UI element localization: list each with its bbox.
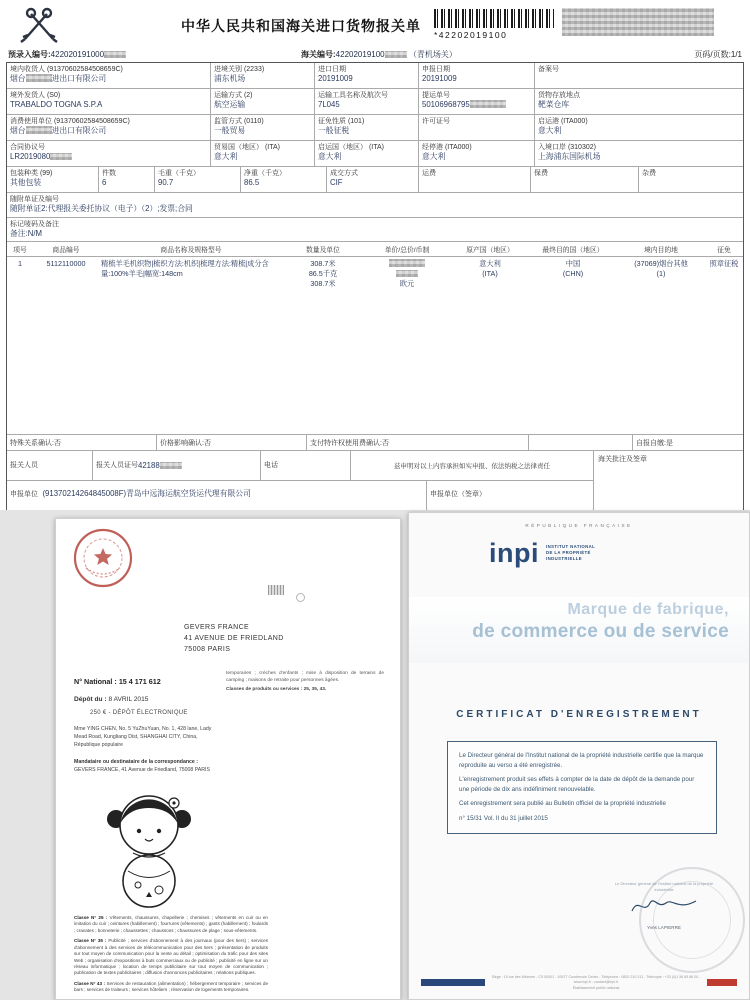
field-trade-country: 贸易国（地区） (ITA) 意大利 xyxy=(211,141,315,166)
declare-unit-row xyxy=(7,481,593,513)
field-record-no: 备案号 xyxy=(538,66,559,73)
goods-spec: 精梳羊毛机织物|梳织方法:机织|梳理方法:精梳|成分含量:100%羊毛|幅宽:148cm xyxy=(101,259,269,278)
field-transit-port: 经停港 (ITA000) 意大利 xyxy=(419,141,535,166)
censor-block xyxy=(26,126,52,134)
field-consignor: 境外发货人 (S0) TRABALDO TOGNA S.P.A xyxy=(7,89,211,114)
censor-block xyxy=(562,8,714,36)
goods-qty: 308.7米 86.5千克 308.7米 xyxy=(308,259,338,288)
small-circle-mark xyxy=(296,593,305,602)
col-dest-country: 最终目的国（地区） xyxy=(542,247,604,255)
declaration-statement: 兹申明对以上内容承担如实申报、依法纳税之法律责任 xyxy=(394,463,550,471)
certificate-title: CERTIFICAT D'ENREGISTREMENT xyxy=(456,709,702,720)
republique-francaise: RÉPUBLIQUE FRANÇAISE xyxy=(525,523,633,528)
col-hs-code: 商品编号 xyxy=(52,247,80,255)
censor-block xyxy=(50,153,72,160)
confirm-royalty: 支付特许权使用费确认:否 xyxy=(307,435,529,450)
inpi-logo xyxy=(489,538,596,568)
field-consumer-unit: 消费使用单位 (91370602584508659C) 烟台 进出口有限公司 xyxy=(7,115,211,140)
form-title: 中华人民共和国海关进口货物报关单 xyxy=(181,18,421,34)
pre-entry-number: 预录入编号:422020191000 xyxy=(8,49,126,60)
form-row-5 xyxy=(7,167,743,193)
inpi-certificate xyxy=(408,512,750,1000)
censor-block xyxy=(104,51,126,58)
inpi-logo-text: inpi xyxy=(489,538,539,568)
phone-label: 电话 xyxy=(261,451,351,480)
depot-date-line: Dépôt du : 8 AVRIL 2015 xyxy=(74,696,149,703)
agent-label: 报关人员 xyxy=(7,451,93,480)
goods-hs-code: 5112110000 xyxy=(46,259,86,269)
field-transport-mode: 运输方式 (2) 航空运输 xyxy=(211,89,315,114)
small-ink-mark xyxy=(268,585,284,595)
goods-origin: 意大利 (ITA) xyxy=(479,259,501,278)
goods-row-1 xyxy=(7,257,743,288)
form-header xyxy=(6,4,744,48)
field-transport-name: 运输工具名称及航次号 7L045 xyxy=(315,89,419,114)
censor-block xyxy=(385,51,407,58)
censor-block xyxy=(396,270,418,277)
col-price: 单价/总价/币制 xyxy=(384,247,430,255)
depot-mode-line: 250 € - DÉPÔT ÉLECTRONIQUE xyxy=(90,710,188,716)
goods-domestic-dest: (37069)烟台其他 (1) xyxy=(634,259,688,278)
field-gross-weight: 毛重（千克） 90.7 xyxy=(155,167,241,192)
field-import-date: 进口日期 20191009 xyxy=(315,63,419,88)
field-bill-no: 提运单号 50106968795 xyxy=(419,89,535,114)
class-25: Classe N° 25 : Vêtements, chaussures, chapellerie ; chemises ; vêtements en cuir ou en imitation du cuir ; ceintures (habillement) ; fourrures (vêtements) ; gants (habillement) ; foulards ; cravates ; bonneterie ; chaussettes ; chaussons ; chaussures de plage ; sous-vêtements. xyxy=(74,915,268,933)
field-package-type: 包装种类 (99) 其他包装 xyxy=(7,167,99,192)
field-marks-notes: 标记唛码及备注 备注:N/M xyxy=(10,220,59,238)
recipient-address: GEVERS FRANCE 41 AVENUE DE FRIEDLAND 75008 PARIS xyxy=(184,624,284,653)
deposant-block: Mme YING CHEN, No. 5 YuZhuYuan, No. 1, 428 lane, Lady Mead Road, Kungliang Dist, SHANGHAI CITY, China, République populaire xyxy=(74,726,212,748)
field-net-weight: 净重（千克） 86.5 xyxy=(241,167,327,192)
form-row-attached-docs xyxy=(7,193,743,218)
field-freight: 运费 xyxy=(419,167,531,192)
field-misc-fee: 杂费 xyxy=(642,170,656,177)
form-bottom-left xyxy=(7,451,593,513)
class-35: Classe N° 35 : Publicité ; services d'abonnement à des journaux (pour des tiers) ; services d'abonnement à des services de télécommunication pour des tiers ; présentation de produits sur tout moyen de communication pour la vente au détail ; optimisation du trafic pour des sites Web ; organisation d'expositions à buts commerciaux ou de publicité ; publicité en ligne sur un réseau informatique ; location de temps publicitaire sur tout moyen de communication ; publication de textes publicitaires ; diffusion d'annonces publicitaires ; relations publiques. xyxy=(74,938,269,976)
field-entry-port: 入境口岸 (310302) 上海浦东国际机场 xyxy=(538,144,601,162)
page-info: 页码/页数:1/1 xyxy=(694,50,742,59)
field-supervise-mode: 监管方式 (0110) 一般贸易 xyxy=(211,115,315,140)
agent-row xyxy=(7,451,593,481)
field-departure-port: 启运港 (ITA000) 意大利 xyxy=(538,118,588,136)
services-side-text: temporaires ; crèches d'enfants ; mise à disposition de terrains de camping ; maisons de retraite pour personnes âgées. Classes de produits ou services : 25, 35, 43. xyxy=(226,671,384,693)
mandataire-block: Mandataire ou destinataire de la correspondance : GEVERS FRANCE, 41 Avenue de Friedland, 75008 PARIS xyxy=(74,759,210,773)
col-tax: 征免 xyxy=(717,247,731,255)
barcode-number: *42202019100 xyxy=(434,30,508,40)
censor-block xyxy=(26,74,52,82)
col-qty: 数量及单位 xyxy=(306,247,340,255)
form-row-1 xyxy=(7,63,743,89)
field-contract-no: 合同协议号 LR2019080 xyxy=(7,141,211,166)
field-departure-country: 启运国（地区） (ITA) 意大利 xyxy=(315,141,419,166)
goods-tax-mode: 照章征税 xyxy=(709,259,739,269)
col-domestic-dest: 境内目的地 xyxy=(644,247,678,255)
signature-block: Le Directeur général de l'Institut national de la propriété industrielle Yves LAPIERRE xyxy=(614,881,714,930)
class-43: Classe N° 43 : Services de restauration (alimentation) ; hébergement temporaire ; services de bars ; services de traiteurs ; services hôteliers ; réservation de logements temporaires. xyxy=(74,980,268,993)
censor-block xyxy=(160,462,182,469)
confirm-price-effect: 价格影响确认:否 xyxy=(157,435,307,450)
flag-blue-bar xyxy=(421,979,485,986)
goods-item-no: 1 xyxy=(18,259,22,269)
field-deal-mode: 成交方式 CIF xyxy=(327,167,419,192)
form-row-4 xyxy=(7,141,743,167)
censor-block xyxy=(470,100,506,108)
customs-crossed-keys-icon xyxy=(16,6,62,46)
field-entry-customs: 进境关别 (2233) 浦东机场 xyxy=(211,63,315,88)
confirm-self-declare: 自报自缴:是 xyxy=(636,439,673,447)
field-declare-date: 申报日期 20191009 xyxy=(419,63,535,88)
agent-cert: 报关人员证号 42188 xyxy=(93,451,261,480)
customs-declaration-form xyxy=(6,4,744,514)
kokeshi-doll-illustration xyxy=(86,779,218,911)
declare-unit-seal: 申报单位（签章） xyxy=(430,491,486,499)
form-grid xyxy=(6,62,744,514)
confirm-spacer xyxy=(529,435,633,450)
col-origin: 原产国（地区） xyxy=(466,247,514,255)
inpi-footer xyxy=(421,975,737,991)
goods-table-body xyxy=(7,257,743,435)
confirm-special-relation: 特殊关系确认:否 xyxy=(7,435,157,450)
form-bottom-rows xyxy=(7,451,743,513)
customs-number: 海关编号:42202019100 （青机场关） xyxy=(301,50,457,59)
barcode xyxy=(434,9,554,28)
watermark-stamp xyxy=(639,867,745,973)
form-row-marks xyxy=(7,218,743,243)
field-insurance: 保费 xyxy=(531,167,639,192)
col-spec: 商品名称及规格型号 xyxy=(160,247,222,255)
goods-dest-country: 中国 (CHN) xyxy=(562,259,584,278)
field-storage: 货物存放地点 靶菜仓库 xyxy=(538,92,580,110)
flag-red-bar xyxy=(707,979,737,986)
marque-title: Marque de fabrique, de commerce ou de service xyxy=(472,601,729,642)
col-item-no: 项号 xyxy=(13,247,27,255)
form-row-3 xyxy=(7,115,743,141)
field-pieces: 件数 6 xyxy=(99,167,155,192)
censor-block xyxy=(389,259,425,267)
field-tax-nature: 征免性质 (101) 一般征税 xyxy=(315,115,419,140)
declare-unit: 申报单位 (91370214264845008F)青岛中远海运航空货运代理有限公司 xyxy=(7,481,427,513)
red-seal-stamp-icon xyxy=(72,527,134,589)
footer-text: Siège : 15 rue des Minimes - CS 50001 - 92677 Courbevoie Cedex - Téléphone : 0820 210 211 - Télécopie : +33 (0)1 56 65 86 00 - www.inpi.fr - contact@inpi.fr Établissement public national xyxy=(491,974,701,990)
customs-note-cell: 海关批注及签章 xyxy=(593,451,743,513)
confirmation-row xyxy=(7,435,743,451)
goods-price: 欧元 xyxy=(363,259,451,288)
form-meta-line xyxy=(6,48,744,62)
inpi-logo-subtitle: INSTITUT NATIONAL DE LA PROPRIÉTÉ INDUSTRIELLE xyxy=(546,543,596,562)
certificate-text-box: Le Directeur général de l'Institut national de la propriété industrielle certifie que la marque reproduite au verso a été enregistrée. L'enregistrement produit ses effets à compter de la date de dépôt de la demande pour une période de dix ans indéfiniment renouvelable. Cet enregistrement sera publié au Bulletin officiel de la propriété industrielle n° 15/31 Vol. II du 31 juillet 2015 xyxy=(447,741,717,834)
trademark-classes xyxy=(74,915,268,998)
form-row-2 xyxy=(7,89,743,115)
field-consignee: 境内收货人 (91370602584508659C) 烟台 进出口有限公司 xyxy=(7,63,211,88)
field-attached-docs: 随附单证及编号 随附单证2:代理报关委托协议（电子）（2）;发票;合同 xyxy=(10,196,193,214)
national-number: N° National : 15 4 171 612 xyxy=(74,677,161,686)
certificates-section xyxy=(0,510,750,1000)
field-license-no: 许可证号 xyxy=(419,115,535,140)
goods-table-header xyxy=(7,242,743,257)
gevers-letter xyxy=(55,518,401,1000)
